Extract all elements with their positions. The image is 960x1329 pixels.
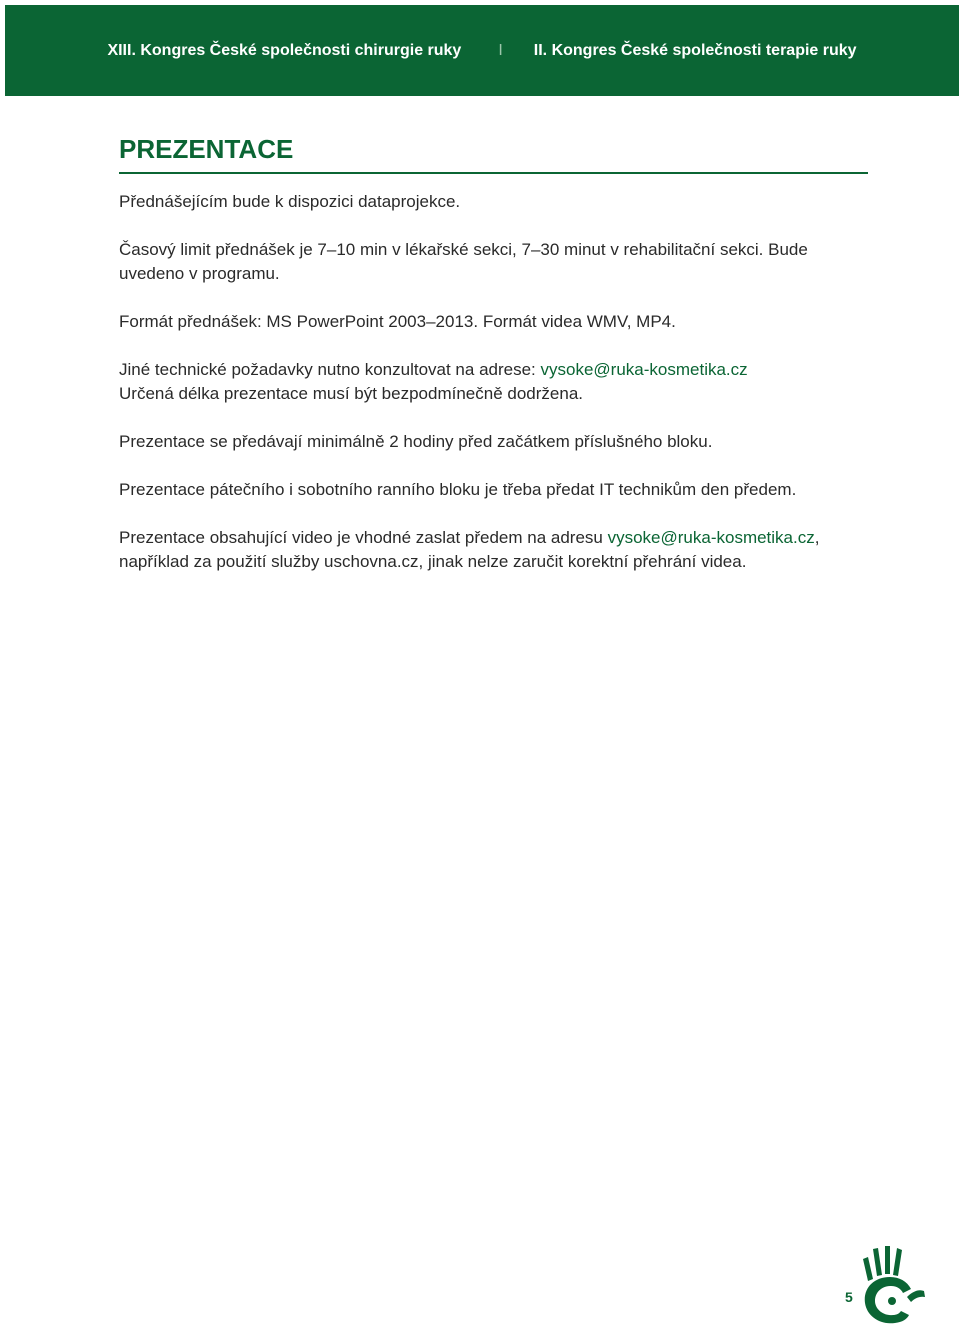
video-email-link[interactable]: vysoke@ruka-kosmetika.cz: [607, 528, 815, 547]
congress-title-therapy: II. Kongres České společnosti terapie ruky: [533, 41, 857, 59]
page-number: 5: [845, 1289, 853, 1305]
hand-logo-icon: [857, 1245, 927, 1327]
paragraph-friday-saturday: [119, 478, 871, 502]
paragraph-time-limit-text: Časový limit přednášek je 7–10 min v lékařské sekci, 7–30 minut v rehabilitační sekci. Bude uvedeno v programu.: [119, 240, 808, 283]
duration-requirement-text: Určená délka prezentace musí být bezpodmínečně dodržena.: [119, 384, 583, 403]
paragraph-format-text: Formát přednášek: MS PowerPoint 2003–2013. Formát videa WMV, MP4.: [119, 312, 676, 331]
paragraph-technical-contact: [119, 358, 871, 406]
technical-contact-text: Jiné technické požadavky nutno konzultovat na adrese:: [119, 360, 541, 379]
contact-email-link[interactable]: vysoke@ruka-kosmetika.cz: [540, 360, 748, 379]
paragraph-friday-saturday-text: Prezentace pátečního i sobotního ranního bloku je třeba předat IT technikům den předem.: [119, 480, 797, 499]
header-text: [107, 42, 856, 60]
header-band: [5, 5, 959, 96]
header-separator: I: [498, 41, 503, 59]
video-instruction-text: Prezentace obsahující video je vhodné zaslat předem na adresu: [119, 528, 608, 547]
congress-title-surgery: XIII. Kongres České společnosti chirurgie ruky: [107, 41, 462, 59]
content-body: [119, 190, 871, 598]
paragraph-handover-text: Prezentace se předávají minimálně 2 hodiny před začátkem příslušného bloku.: [119, 432, 713, 451]
paragraph-video: [119, 526, 871, 574]
paragraph-projector-text: Přednášejícím bude k dispozici dataprojekce.: [119, 192, 461, 211]
paragraph-handover: [119, 430, 871, 454]
title-divider: [119, 172, 868, 174]
video-instruction-tail-text: , například za použití služby uschovna.cz, jinak nelze zaručit korektní přehrání videa.: [119, 528, 820, 571]
paragraph-format: [119, 310, 871, 334]
paragraph-time-limit: [119, 238, 871, 286]
paragraph-projector: [119, 190, 871, 214]
section-title: PREZENTACE: [119, 134, 294, 164]
